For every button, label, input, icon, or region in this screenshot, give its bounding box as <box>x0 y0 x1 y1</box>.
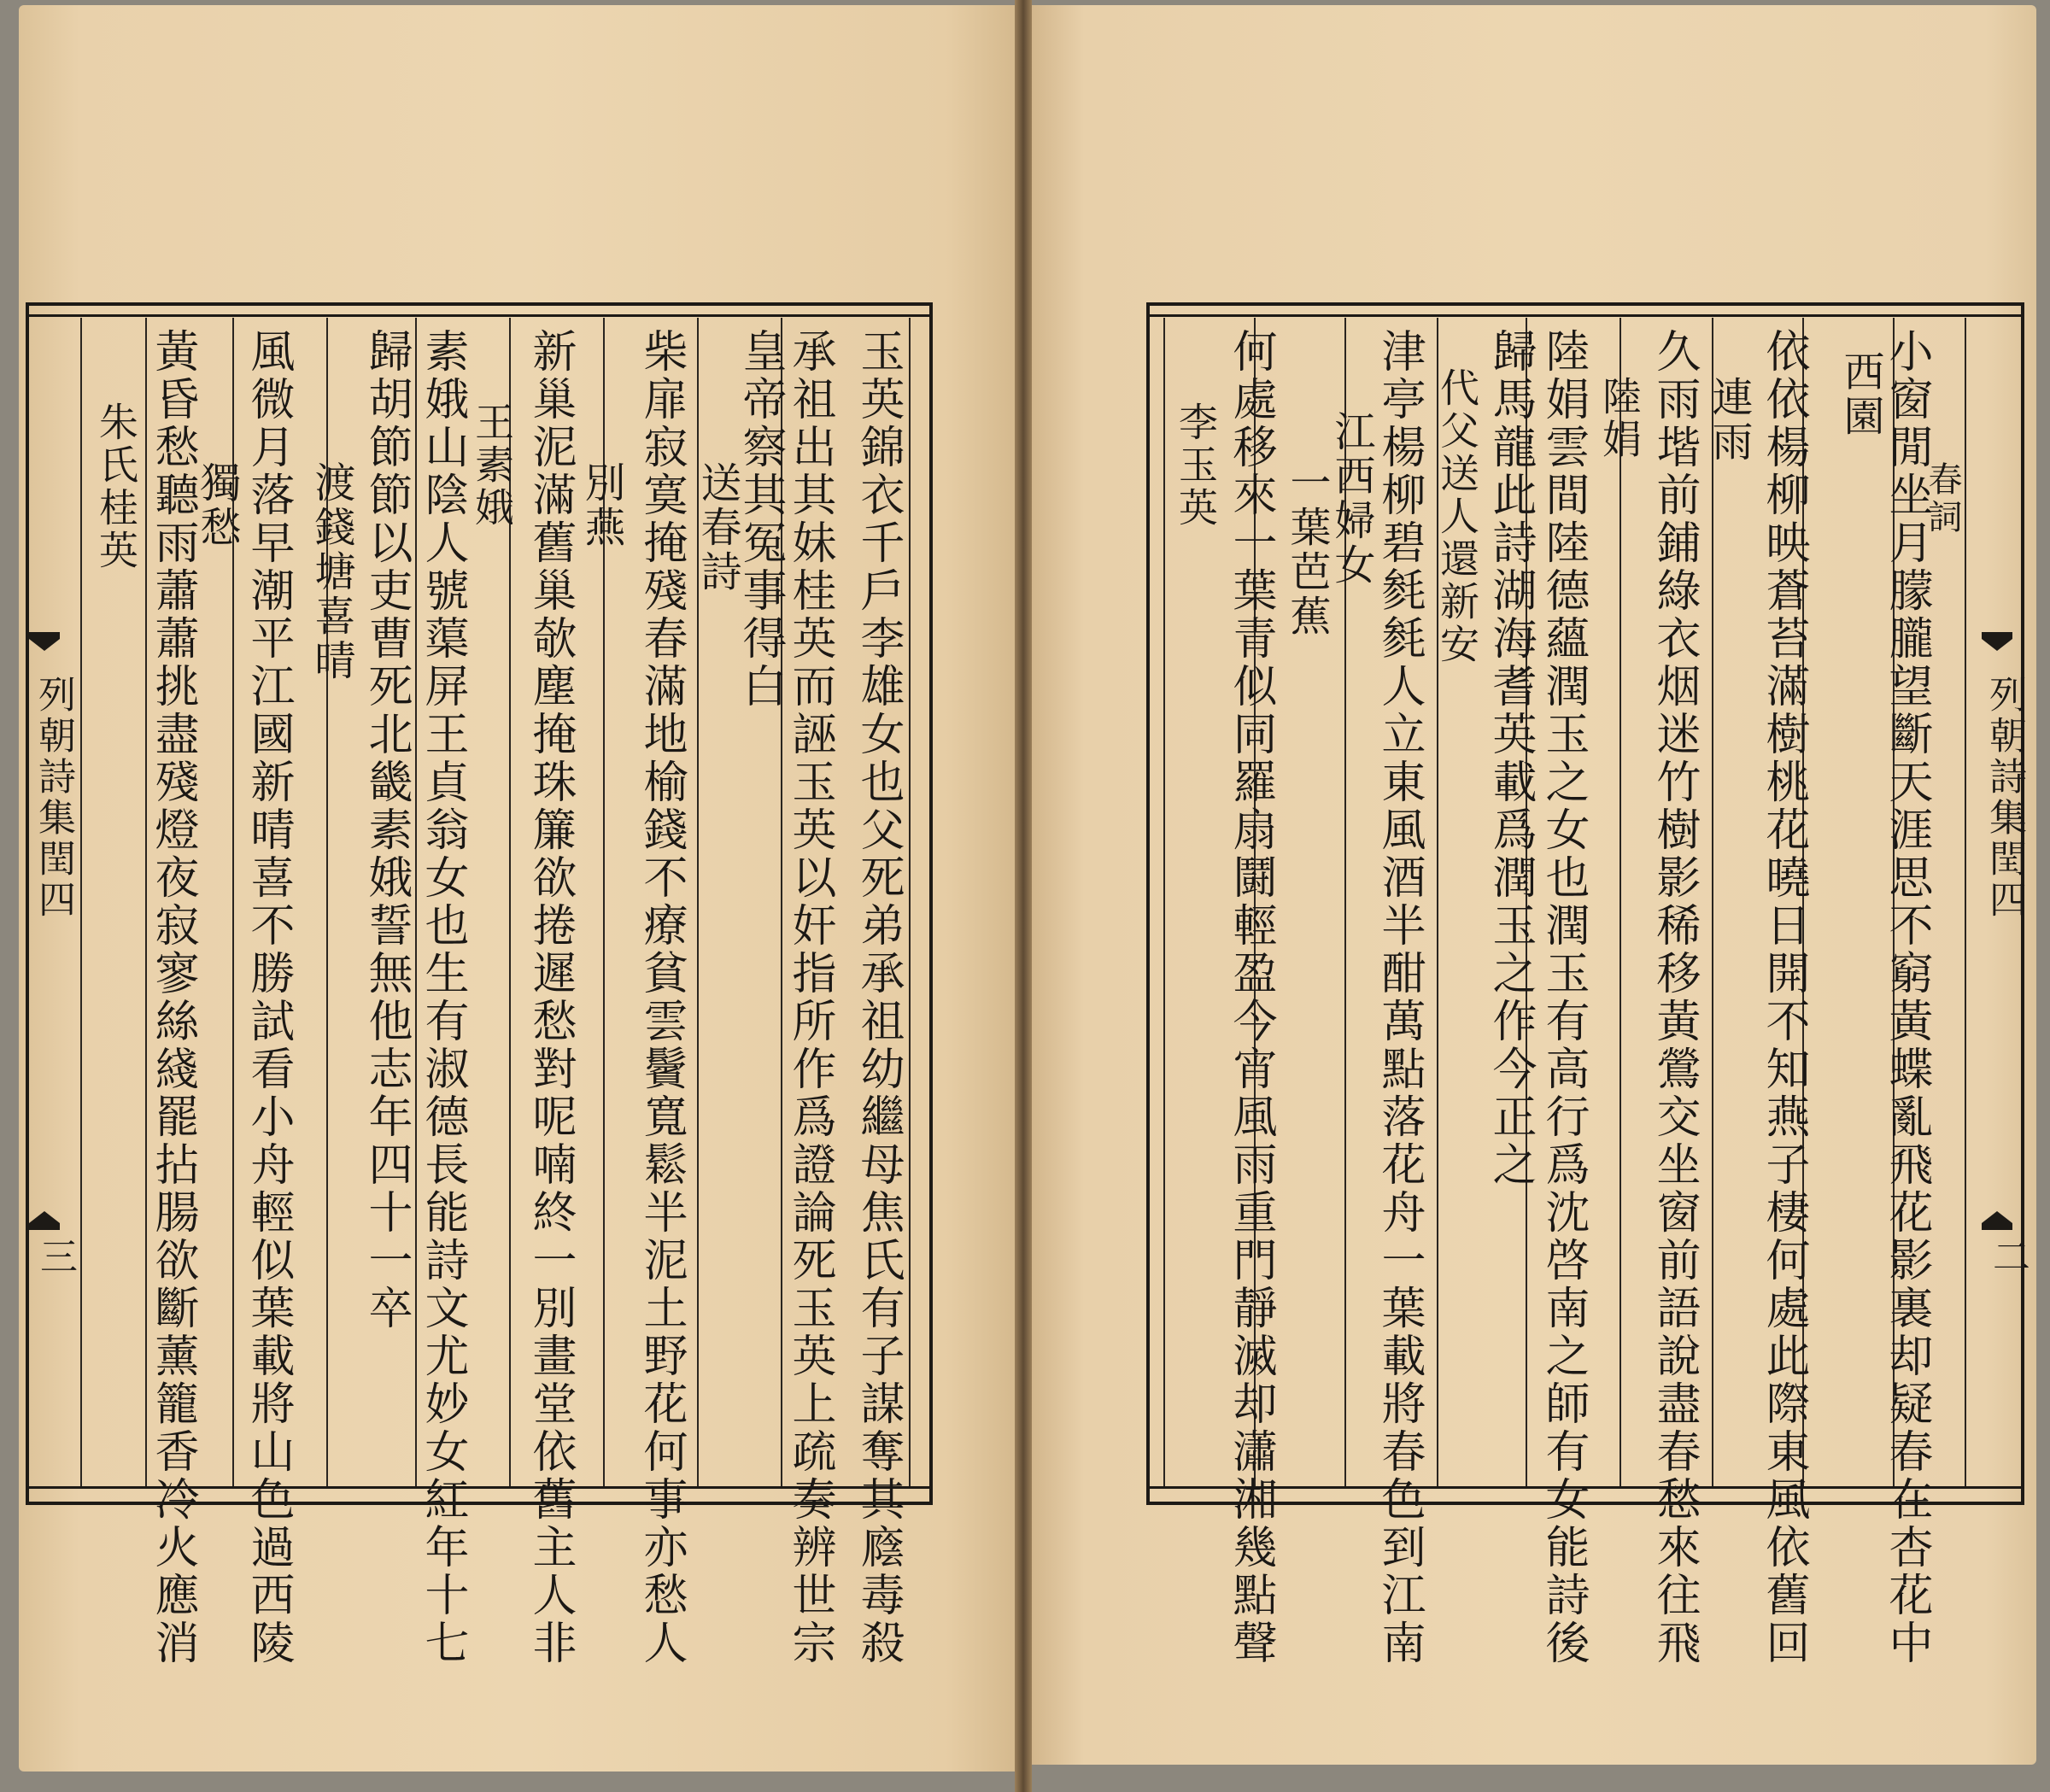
left-top-rule <box>26 314 929 317</box>
author-name: 朱氏桂英 <box>93 401 139 572</box>
column-text: 風微月落早潮平江國新晴喜不勝試看小舟輕似葉載將山色過西陵 <box>243 328 294 1667</box>
column-text: 新巢泥滿舊巢欹塵掩珠簾欲捲遲愁對呢喃終一別畫堂依舊主人非 <box>524 328 576 1667</box>
column-text: 歸胡節節以吏曹死北畿素娥誓無他志年四十一卒 <box>360 328 412 1332</box>
fish-tail-mark-icon <box>29 632 60 658</box>
poem-title: 渡錢塘喜晴 <box>308 461 355 683</box>
fish-tail-mark-icon <box>29 1204 60 1230</box>
right-column-rule <box>1620 318 1621 1486</box>
poem-title: 獨愁 <box>193 461 241 550</box>
author-name: 李玉英 <box>1173 401 1219 530</box>
column-text: 黃昏愁聽雨蕭蕭挑盡殘燈夜寂寥絲綫罷拈腸欲斷薰籠香冷火應消 <box>147 328 198 1667</box>
book-spine <box>1015 0 1032 1792</box>
left-center-book-title: 列朝詩集閏四 <box>32 675 75 921</box>
author-name: 陸娟 <box>1596 376 1643 461</box>
column-text: 小窗閒坐月朦朧望斷天涯思不窮黃蝶亂飛花影裏却疑春在杏花中 <box>1881 328 1932 1667</box>
poem-title: 代父送人還新安 <box>1434 367 1480 666</box>
right-center-book-title: 列朝詩集閏四 <box>1983 675 2026 921</box>
column-text: 何處移來一葉青似同羅扇鬪輕盈今宵風雨重門靜滅却瀟湘幾點聲 <box>1225 328 1276 1667</box>
column-text: 素娥山陰人號蕖屏王貞翁女也生有淑德長能詩文尤妙女紅年十七 <box>417 328 468 1667</box>
right-center-folio: 二 <box>1986 1237 2030 1278</box>
column-text: 久雨堦前鋪綠衣烟迷竹樹影稀移黃鶯交坐窗前語說盡春愁來往飛 <box>1649 328 1700 1667</box>
column-text: 皇帝察其冤事得白 <box>735 328 786 711</box>
poem-title: 江西婦女 <box>1327 410 1375 588</box>
column-text: 承祖出其妹桂英而誣玉英以奸指所作爲證論死玉英上疏奏辨世宗 <box>784 328 835 1667</box>
right-top-rule <box>1146 314 2021 317</box>
left-center-folio: 三 <box>33 1237 77 1278</box>
poem-title: 春詞 <box>1923 461 1962 536</box>
column-text: 津亭楊柳碧毵毵人立東風酒半酣萬點落花舟一葉載將春色到江南 <box>1374 328 1425 1667</box>
right-column-rule <box>1712 318 1713 1486</box>
poem-title: 西園 <box>1836 350 1884 439</box>
column-text: 陸娟雲間陸德蘊潤玉之女也潤玉有高行爲沈啓南之師有女能詩後 <box>1538 328 1589 1667</box>
fish-tail-mark-icon <box>1982 1204 2012 1230</box>
author-name: 王素娥 <box>469 401 515 530</box>
poem-title: 一葉芭蕉 <box>1283 461 1331 639</box>
right-outer-rule <box>1163 318 1165 1486</box>
column-text: 歸馬龍此詩湖海耆英載爲潤玉之作今正之 <box>1485 328 1536 1189</box>
fish-tail-mark-icon <box>1982 632 2012 658</box>
poem-title: 連雨 <box>1705 376 1753 465</box>
column-text: 柴扉寂寞掩殘春滿地榆錢不療貧雲鬢寬鬆半泥土野花何事亦愁人 <box>636 328 687 1667</box>
poem-title: 別燕 <box>577 461 625 550</box>
left-center-strip-rule <box>80 318 82 1486</box>
left-outer-rule <box>909 318 911 1486</box>
poem-title: 送春詩 <box>694 461 741 594</box>
column-text: 玉英錦衣千戶李雄女也父死弟承祖幼繼母焦氏有子謀奪其廕毒殺 <box>852 328 904 1667</box>
column-text: 依依楊柳映蒼苔滿樹桃花曉日開不知燕子棲何處此際東風依舊回 <box>1758 328 1809 1667</box>
